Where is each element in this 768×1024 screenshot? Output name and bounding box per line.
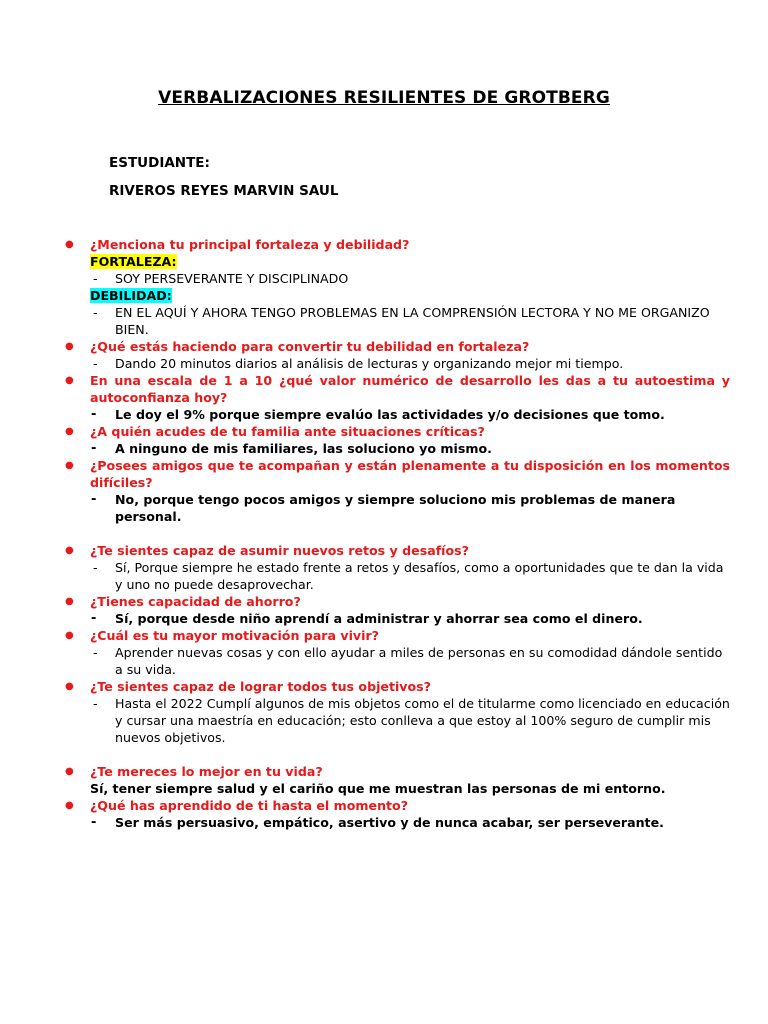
bullet-icon: ● <box>65 596 74 607</box>
list-item <box>65 236 730 338</box>
list-item <box>65 542 730 593</box>
bullet-icon: ● <box>65 375 74 386</box>
question: ¿Cuál es tu mayor motivación para vivir? <box>90 628 379 643</box>
question: ¿Qué estás haciendo para convertir tu debilidad en fortaleza? <box>90 339 530 354</box>
question: ¿Te sientes capaz de lograr todos tus objetivos? <box>90 679 431 694</box>
answer: - No, porque tengo pocos amigos y siempre soluciono mis problemas de manera personal. <box>91 492 676 524</box>
list-item <box>65 678 730 746</box>
question-list <box>65 236 730 831</box>
bullet-icon: ● <box>65 239 74 250</box>
question: ¿A quién acudes de tu familia ante situaciones críticas? <box>90 424 485 439</box>
bullet-icon: ● <box>65 426 74 437</box>
list-item <box>65 593 730 627</box>
bullet-icon: ● <box>65 341 74 352</box>
answer: - Dando 20 minutos diarios al análisis de lecturas y organizando mejor mi tiempo. <box>93 356 624 371</box>
answer: - SOY PERSEVERANTE Y DISCIPLINADO <box>93 271 349 286</box>
answer: Sí, tener siempre salud y el cariño que me muestran las personas de mi entorno. <box>90 781 666 796</box>
answer: - Ser más persuasivo, empático, asertivo y de nunca acabar, ser perseverante. <box>91 815 664 830</box>
weakness-answer: EN EL AQUÍ Y AHORA TENGO PROBLEMAS EN LA COMPRENSIÓN LECTORA Y NO ME ORGANIZO BIEN. <box>115 305 710 337</box>
bullet-icon: ● <box>65 800 74 811</box>
weakness-label: DEBILIDAD: <box>90 288 172 303</box>
list-item <box>65 423 730 457</box>
list-item <box>65 338 730 372</box>
answer: - Hasta el 2022 Cumplí algunos de mis objetos como el de titularme como licenciado en educación y cursar una maestría en educación; esto conlleva a que estoy al 100% seguro de cumplir mis nuevos objetivos. <box>93 696 730 745</box>
student-name: RIVEROS REYES MARVIN SAUL <box>109 183 339 199</box>
answer: - Le doy el 9% porque siempre evalúo las actividades y/o decisiones que tomo. <box>91 407 665 422</box>
answer: - A ninguno de mis familiares, las soluciono yo mismo. <box>91 441 492 456</box>
question: ¿Te mereces lo mejor en tu vida? <box>90 764 323 779</box>
list-item <box>65 372 730 423</box>
answer: - EN EL AQUÍ Y AHORA TENGO PROBLEMAS EN LA COMPRENSIÓN LECTORA Y NO ME ORGANIZO BIEN. <box>93 305 710 337</box>
question: ¿Qué has aprendido de ti hasta el momento? <box>90 798 409 813</box>
bullet-icon: ● <box>65 630 74 641</box>
list-item <box>65 797 730 831</box>
question: En una escala de 1 a 10 ¿qué valor numérico de desarrollo les das a tu autoestima y autoconfianza hoy? <box>90 373 730 405</box>
bullet-icon: ● <box>65 766 74 777</box>
list-item <box>65 763 730 797</box>
bullet-icon: ● <box>65 545 74 556</box>
question: ¿Tienes capacidad de ahorro? <box>90 594 301 609</box>
answer: - Sí, porque desde niño aprendí a administrar y ahorrar sea como el dinero. <box>91 611 643 626</box>
list-item <box>65 457 730 525</box>
question: ¿Posees amigos que te acompañan y están plenamente a tu disposición en los momentos difíciles? <box>90 458 730 490</box>
question: ¿Menciona tu principal fortaleza y debilidad? <box>90 237 410 252</box>
answer: - Sí, Porque siempre he estado frente a retos y desafíos, como a oportunidades que te dan la vida y uno no puede desaprovechar. <box>93 560 724 592</box>
document-title: VERBALIZACIONES RESILIENTES DE GROTBERG <box>158 88 610 108</box>
student-label: ESTUDIANTE: <box>109 155 210 171</box>
strength-answer: SOY PERSEVERANTE Y DISCIPLINADO <box>115 271 349 286</box>
bullet-icon: ● <box>65 681 74 692</box>
bullet-icon: ● <box>65 460 74 471</box>
answer: - Aprender nuevas cosas y con ello ayudar a miles de personas en su comodidad dándole sentido a su vida. <box>93 645 723 677</box>
question: ¿Te sientes capaz de asumir nuevos retos y desafíos? <box>90 543 469 558</box>
list-item <box>65 627 730 678</box>
strength-label: FORTALEZA: <box>90 254 177 269</box>
